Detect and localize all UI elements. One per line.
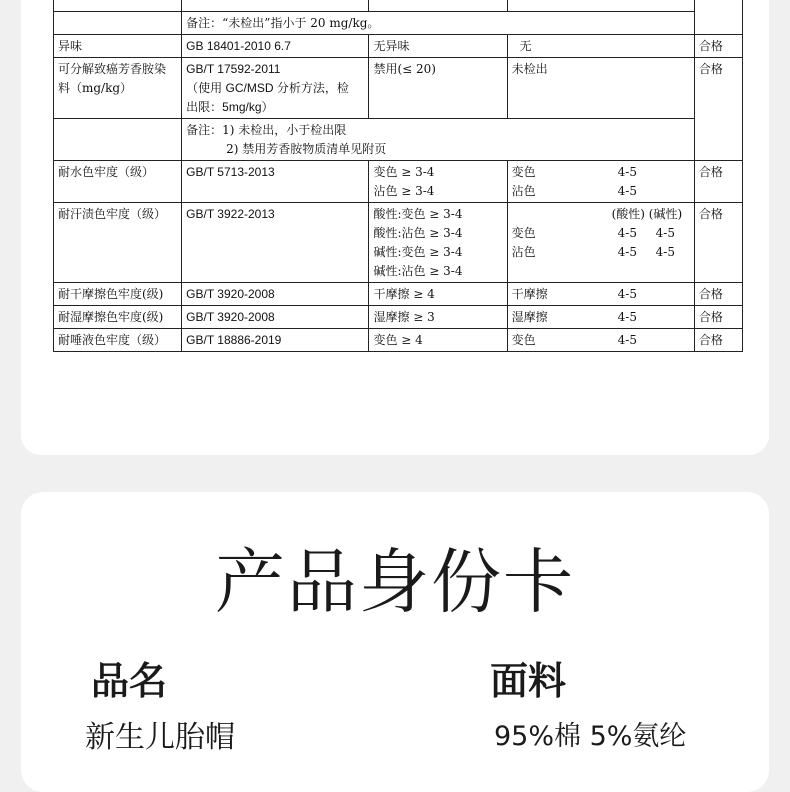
requirement-cell: 变色 ≥ 4 (369, 329, 507, 352)
fabric-value: 95%棉 5%氨纶 (494, 721, 687, 752)
test-report-card (21, 0, 769, 455)
card-title: 产品身份卡 (215, 541, 575, 623)
method-cell: GB/T 5713-2013 (182, 161, 369, 203)
method-cell: GB/T 3922-2013 (182, 203, 369, 283)
verdict-cell: 合格 (694, 161, 742, 203)
table-row (54, 306, 743, 329)
result-cell: 变色 4-5 沾色 4-5 (507, 161, 694, 203)
requirement-cell: 无异味 (369, 35, 507, 58)
requirement-cell: 酸性:变色 ≥ 3-4 酸性:沾色 ≥ 3-4 碱性:变色 ≥ 3-4 碱性:沾色 ≥ 3-4 (369, 203, 507, 283)
undetected-note: 备注：“未检出”指小于 20 mg/kg。 (182, 12, 695, 35)
table-row (54, 203, 743, 283)
result-cell: 湿摩擦 4-5 (507, 306, 694, 329)
table-row (54, 161, 743, 203)
fabric-label: 面料 (490, 659, 567, 703)
name-label: 品名 (91, 659, 168, 703)
table-row (54, 58, 743, 119)
requirement-cell: 湿摩擦 ≥ 3 (369, 306, 507, 329)
requirement-cell: 干摩擦 ≥ 4 (369, 283, 507, 306)
item-cell: 异味 (54, 35, 182, 58)
table-row (54, 329, 743, 352)
item-cell: 耐汗渍色牢度（级） (54, 203, 182, 283)
table-row (54, 283, 743, 306)
method-cell: GB/T 18886-2019 (182, 329, 369, 352)
result-cell: 无 (507, 35, 694, 58)
result-cell: 未检出 (507, 58, 694, 119)
verdict-cell: 合格 (694, 203, 742, 283)
verdict-cell: 合格 (694, 35, 742, 58)
amine-notes: 备注：1) 未检出，小于检出限 2) 禁用芳香胺物质清单见附页 (182, 119, 695, 161)
method-cell: GB/T 3920-2008 (182, 306, 369, 329)
requirement-cell: 变色 ≥ 3-4 沾色 ≥ 3-4 (369, 161, 507, 203)
table-row (54, 119, 743, 161)
product-id-card (21, 492, 769, 792)
result-cell: 干摩擦 4-5 (507, 283, 694, 306)
table-clip-mask (21, 367, 769, 455)
method-cell: GB/T 3920-2008 (182, 283, 369, 306)
name-value: 新生儿胎帽 (85, 720, 235, 755)
item-cell: 耐唾液色牢度（级） (54, 329, 182, 352)
item-cell: 耐湿摩擦色牢度(级) (54, 306, 182, 329)
item-cell: 耐干摩擦色牢度(级) (54, 283, 182, 306)
item-cell: 可分解致癌芳香胺染 料（mg/kg） (54, 58, 182, 119)
method-cell: GB 18401-2010 6.7 (182, 35, 369, 58)
verdict-cell: 合格 (694, 329, 742, 352)
table-row (54, 0, 743, 12)
verdict-cell: 合格 (694, 306, 742, 329)
result-cell: 变色 4-5 (507, 329, 694, 352)
requirement-cell: 禁用(≤ 20) (369, 58, 507, 119)
verdict-cell: 合格 (694, 283, 742, 306)
result-cell: (酸性) (碱性) 变色 4-5 4-5 沾色 4-5 4-5 (507, 203, 694, 283)
method-cell: GB/T 17592-2011 （使用 GC/MSD 分析方法，检 出限：5mg/kg） (182, 58, 369, 119)
test-report-table (53, 0, 743, 352)
table-row (54, 35, 743, 58)
verdict-cell: 合格 (694, 58, 742, 161)
table-row (54, 12, 743, 35)
item-cell: 耐水色牢度（级） (54, 161, 182, 203)
